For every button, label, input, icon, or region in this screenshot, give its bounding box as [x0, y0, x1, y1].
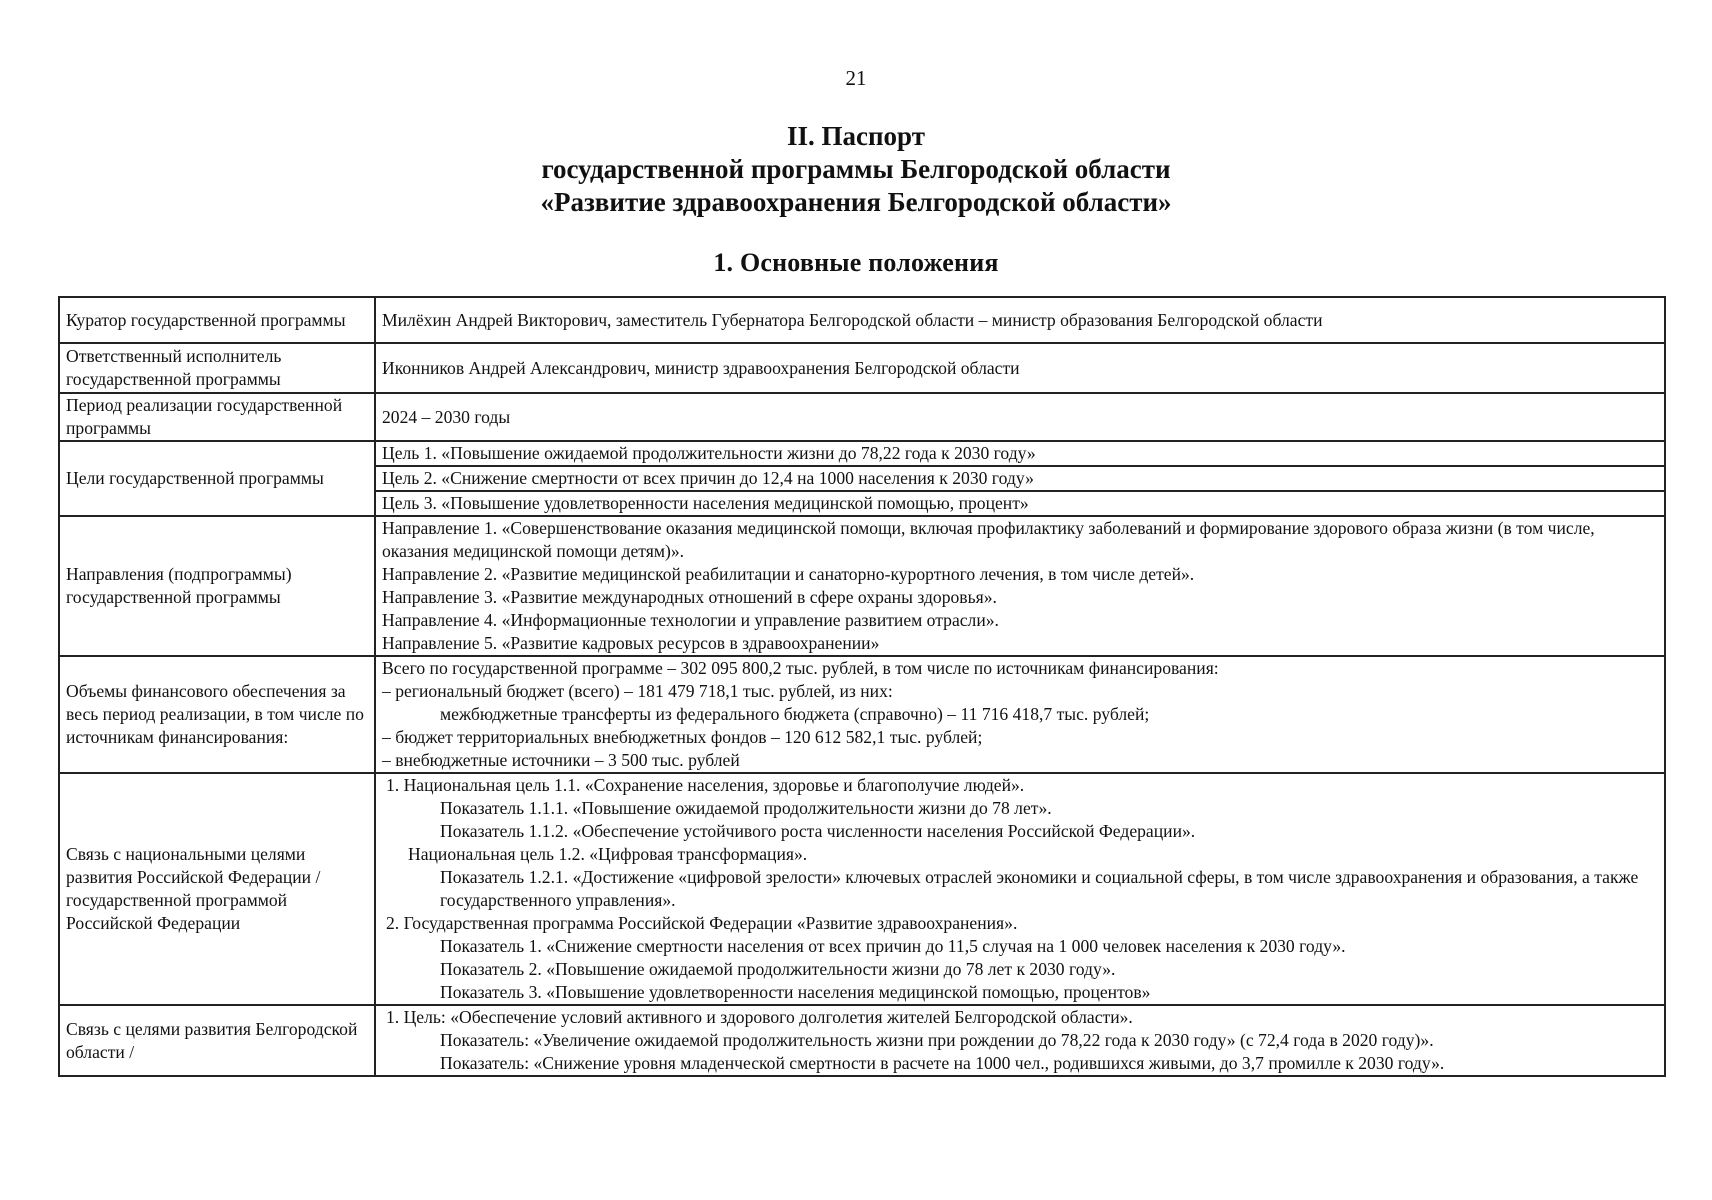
regional-line: Показатель: «Снижение уровня младенческой смертности в расчете на 1000 чел., родившихся живыми, до 3,7 промилле к 2030 году». [440, 1053, 1445, 1073]
national-line: Показатель 1.2.1. «Достижение «цифровой зрелости» ключевых отраслей экономики и социальной сферы, в том числе здравоохранения и образования, а также государственного управления». [440, 867, 1639, 910]
value-financing [375, 656, 1665, 773]
direction-item: Направление 3. «Развитие международных отношений в сфере охраны здоровья». [382, 587, 997, 607]
national-line: 1. Национальная цель 1.1. «Сохранение населения, здоровье и благополучие людей». [386, 775, 1025, 795]
financing-line: – внебюджетные источники – 3 500 тыс. рублей [382, 750, 740, 770]
national-line: Показатель 2. «Повышение ожидаемой продолжительности жизни до 78 лет к 2030 году». [440, 959, 1116, 979]
value-curator: Милёхин Андрей Викторович, заместитель Губернатора Белгородской области – министр образования Белгородской области [375, 297, 1665, 343]
label-curator: Куратор государственной программы [59, 297, 375, 343]
value-executor: Иконников Андрей Александрович, министр здравоохранения Белгородской области [375, 343, 1665, 393]
row-financing [59, 656, 1665, 773]
regional-line: 1. Цель: «Обеспечение условий активного и здорового долголетия жителей Белгородской области». [386, 1007, 1133, 1027]
regional-line: Показатель: «Увеличение ожидаемой продолжительность жизни при рождении до 78,22 года к 2030 году» (с 72,4 года в 2020 году)». [440, 1030, 1434, 1050]
label-national-goals: Связь с национальными целями развития Российской Федерации / государственной программой Российской Федерации [59, 773, 375, 1005]
row-regional-goals [59, 1005, 1665, 1076]
row-goal-1 [59, 441, 1665, 466]
label-period: Период реализации государственной программы [59, 393, 375, 441]
financing-line: – региональный бюджет (всего) – 181 479 718,1 тыс. рублей, из них: [382, 681, 893, 701]
page-number: 21 [845, 66, 867, 90]
label-goals: Цели государственной программы [59, 441, 375, 516]
national-line: Показатель 1. «Снижение смертности населения от всех причин до 11,5 случая на 1 000 человек населения к 2030 году». [440, 936, 1346, 956]
label-regional-goals: Связь с целями развития Белгородской области / [59, 1005, 375, 1076]
label-financing: Объемы финансового обеспечения за весь период реализации, в том числе по источникам финансирования: [59, 656, 375, 773]
section-title: 1. Основные положения [713, 248, 999, 277]
passport-table [58, 296, 1666, 1077]
row-executor [59, 343, 1665, 393]
financing-line: – бюджет территориальных внебюджетных фондов – 120 612 582,1 тыс. рублей; [382, 727, 983, 747]
national-line: Национальная цель 1.2. «Цифровая трансформация». [408, 844, 808, 864]
row-curator [59, 297, 1665, 343]
row-national-goals [59, 773, 1665, 1005]
value-national-goals [375, 773, 1665, 1005]
direction-item: Направление 4. «Информационные технологии и управление развитием отрасли». [382, 610, 999, 630]
label-directions: Направления (подпрограммы) государственной программы [59, 516, 375, 656]
row-directions [59, 516, 1665, 656]
document-title [0, 120, 1712, 219]
value-period: 2024 – 2030 годы [375, 393, 1665, 441]
title-line-1: II. Паспорт [787, 121, 925, 151]
direction-item: Направление 1. «Совершенствование оказания медицинской помощи, включая профилактику заболеваний и формирование здорового образа жизни (в том числе, оказания медицинской помощи детям)». [382, 518, 1595, 561]
goal-item: Цель 2. «Снижение смертности от всех причин до 12,4 на 1000 населения к 2030 году» [375, 466, 1665, 491]
goal-item: Цель 1. «Повышение ожидаемой продолжительности жизни до 78,22 года к 2030 году» [375, 441, 1665, 466]
value-regional-goals [375, 1005, 1665, 1076]
row-period [59, 393, 1665, 441]
national-line: Показатель 1.1.1. «Повышение ожидаемой продолжительности жизни до 78 лет». [440, 798, 1052, 818]
national-line: Показатель 1.1.2. «Обеспечение устойчивого роста численности населения Российской Федерации». [440, 821, 1196, 841]
direction-item: Направление 5. «Развитие кадровых ресурсов в здравоохранении» [382, 633, 880, 653]
label-executor: Ответственный исполнитель государственной программы [59, 343, 375, 393]
national-line: Показатель 3. «Повышение удовлетворенности населения медицинской помощью, процентов» [440, 982, 1151, 1002]
title-line-3: «Развитие здравоохранения Белгородской области» [540, 187, 1172, 217]
national-line: 2. Государственная программа Российской Федерации «Развитие здравоохранения». [386, 913, 1018, 933]
financing-line: Всего по государственной программе – 302 095 800,2 тыс. рублей, в том числе по источникам финансирования: [382, 658, 1219, 678]
financing-line: межбюджетные трансферты из федерального бюджета (справочно) – 11 716 418,7 тыс. рублей; [440, 704, 1150, 724]
title-line-2: государственной программы Белгородской области [541, 154, 1171, 184]
goal-item: Цель 3. «Повышение удовлетворенности населения медицинской помощью, процент» [375, 491, 1665, 516]
value-directions [375, 516, 1665, 656]
direction-item: Направление 2. «Развитие медицинской реабилитации и санаторно-курортного лечения, в том числе детей». [382, 564, 1195, 584]
